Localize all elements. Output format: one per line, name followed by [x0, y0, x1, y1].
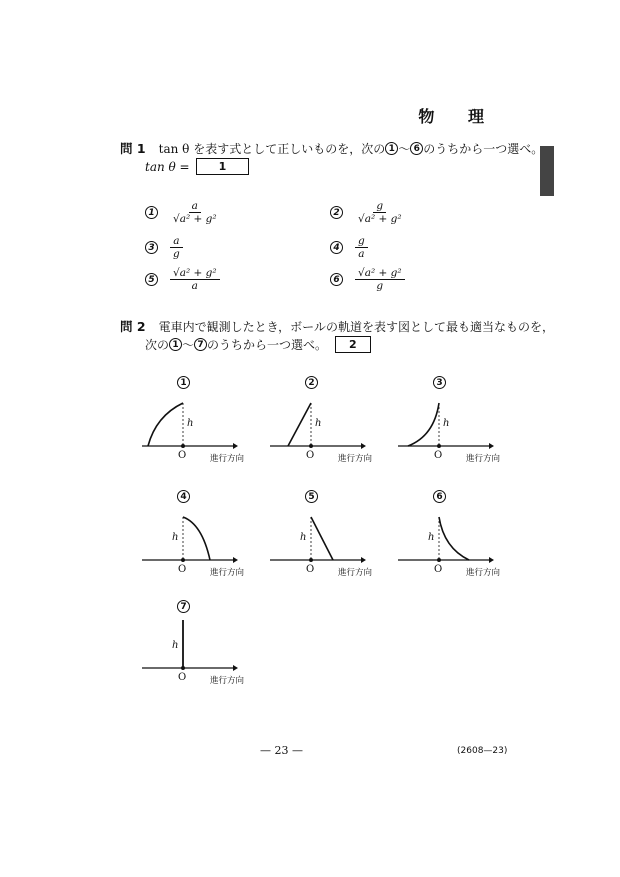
option-mark: 1: [145, 206, 158, 219]
direction-label: 進行方向: [338, 454, 373, 464]
option-numerator: g: [355, 235, 368, 248]
graph-mark: 7: [177, 600, 190, 613]
subject-title: 物 理: [418, 107, 498, 126]
option-denominator: g: [173, 248, 180, 261]
exam-code: (2608—23): [457, 746, 508, 756]
graph-mark: 2: [305, 376, 318, 389]
q2-answer-box: 2: [335, 336, 371, 353]
graph-mark: 3: [433, 376, 446, 389]
graph-option-4[interactable]: [140, 490, 250, 580]
q2-prompt: [120, 316, 554, 335]
q2-prompt-line2: 次の 1 〜 7 のうちから一つ選べ。 2: [145, 336, 371, 353]
origin-label: O: [178, 564, 187, 575]
q2-range-to: 7: [194, 338, 207, 351]
graph-mark: 6: [433, 490, 446, 503]
q1-option-1[interactable]: [145, 200, 220, 225]
direction-label: 進行方向: [466, 568, 501, 578]
q1-text: tan θ を表す式として正しいものを，次の: [158, 142, 386, 156]
direction-label: 進行方向: [210, 454, 245, 464]
q1-answer-box: 1: [196, 158, 250, 175]
q1-prompt: 問 1 tan θ を表す式として正しいものを，次の 1 〜 6 のうちから一つ選べ。: [120, 141, 544, 156]
q1-option-4[interactable]: [330, 235, 368, 260]
q2-text2: 次の: [145, 338, 170, 352]
q1-range-from: 1: [385, 142, 398, 155]
origin-label: O: [306, 450, 315, 461]
origin-label: O: [306, 564, 315, 575]
option-denominator: a: [191, 280, 198, 293]
option-denominator: g: [376, 280, 384, 293]
q1-option-2[interactable]: [330, 200, 405, 225]
graph-option-7[interactable]: [140, 600, 250, 690]
option-denominator: √a² + g²: [173, 213, 217, 226]
q1-option-3[interactable]: [145, 235, 183, 260]
graph-option-5[interactable]: [268, 490, 378, 580]
option-mark: 2: [330, 206, 343, 219]
q1-option-6[interactable]: [330, 267, 405, 292]
graph-option-2[interactable]: [268, 376, 378, 466]
q2-range-from: 1: [169, 338, 182, 351]
q1-equation: [145, 158, 249, 175]
page-number: — 23 —: [260, 744, 303, 757]
height-label: h: [172, 640, 179, 651]
option-mark: 4: [330, 241, 343, 254]
option-numerator: g: [373, 200, 386, 213]
origin-label: O: [434, 564, 443, 575]
direction-label: 進行方向: [210, 568, 245, 578]
graph-option-3[interactable]: [396, 376, 506, 466]
height-label: h: [315, 418, 322, 429]
option-numerator: √a² + g²: [355, 267, 405, 280]
option-numerator: √a² + g²: [170, 267, 220, 280]
height-label: h: [172, 532, 179, 543]
graph-mark: 4: [177, 490, 190, 503]
direction-label: 進行方向: [466, 454, 501, 464]
origin-label: O: [434, 450, 443, 461]
origin-label: O: [178, 450, 187, 461]
direction-label: 進行方向: [338, 568, 373, 578]
graph-mark: 5: [305, 490, 318, 503]
q1-text-end: のうちから一つ選べ。: [423, 142, 544, 156]
option-numerator: a: [189, 200, 201, 213]
height-label: h: [428, 532, 435, 543]
q2-text: 電車内で観測したとき，ボールの軌道を表す図として最も適当なものを，: [158, 320, 554, 334]
height-label: h: [443, 418, 450, 429]
direction-label: 進行方向: [210, 676, 245, 686]
q1-option-5[interactable]: [145, 267, 220, 292]
height-label: h: [300, 532, 307, 543]
option-mark: 6: [330, 273, 343, 286]
graph-option-1[interactable]: [140, 376, 250, 466]
q1-equation-lhs: tan θ =: [145, 159, 190, 174]
option-mark: 5: [145, 273, 158, 286]
option-numerator: a: [170, 235, 182, 248]
graph-option-6[interactable]: [396, 490, 506, 580]
height-label: h: [187, 418, 194, 429]
q1-number: 問 1: [120, 141, 146, 156]
q1-range-to: 6: [410, 142, 423, 155]
origin-label: O: [178, 672, 187, 683]
option-mark: 3: [145, 241, 158, 254]
option-denominator: a: [358, 248, 365, 261]
graph-mark: 1: [177, 376, 190, 389]
q2-number: 問 2: [120, 319, 146, 334]
option-denominator: √a² + g²: [358, 213, 402, 226]
q2-text2-end: のうちから一つ選べ。: [207, 338, 328, 352]
